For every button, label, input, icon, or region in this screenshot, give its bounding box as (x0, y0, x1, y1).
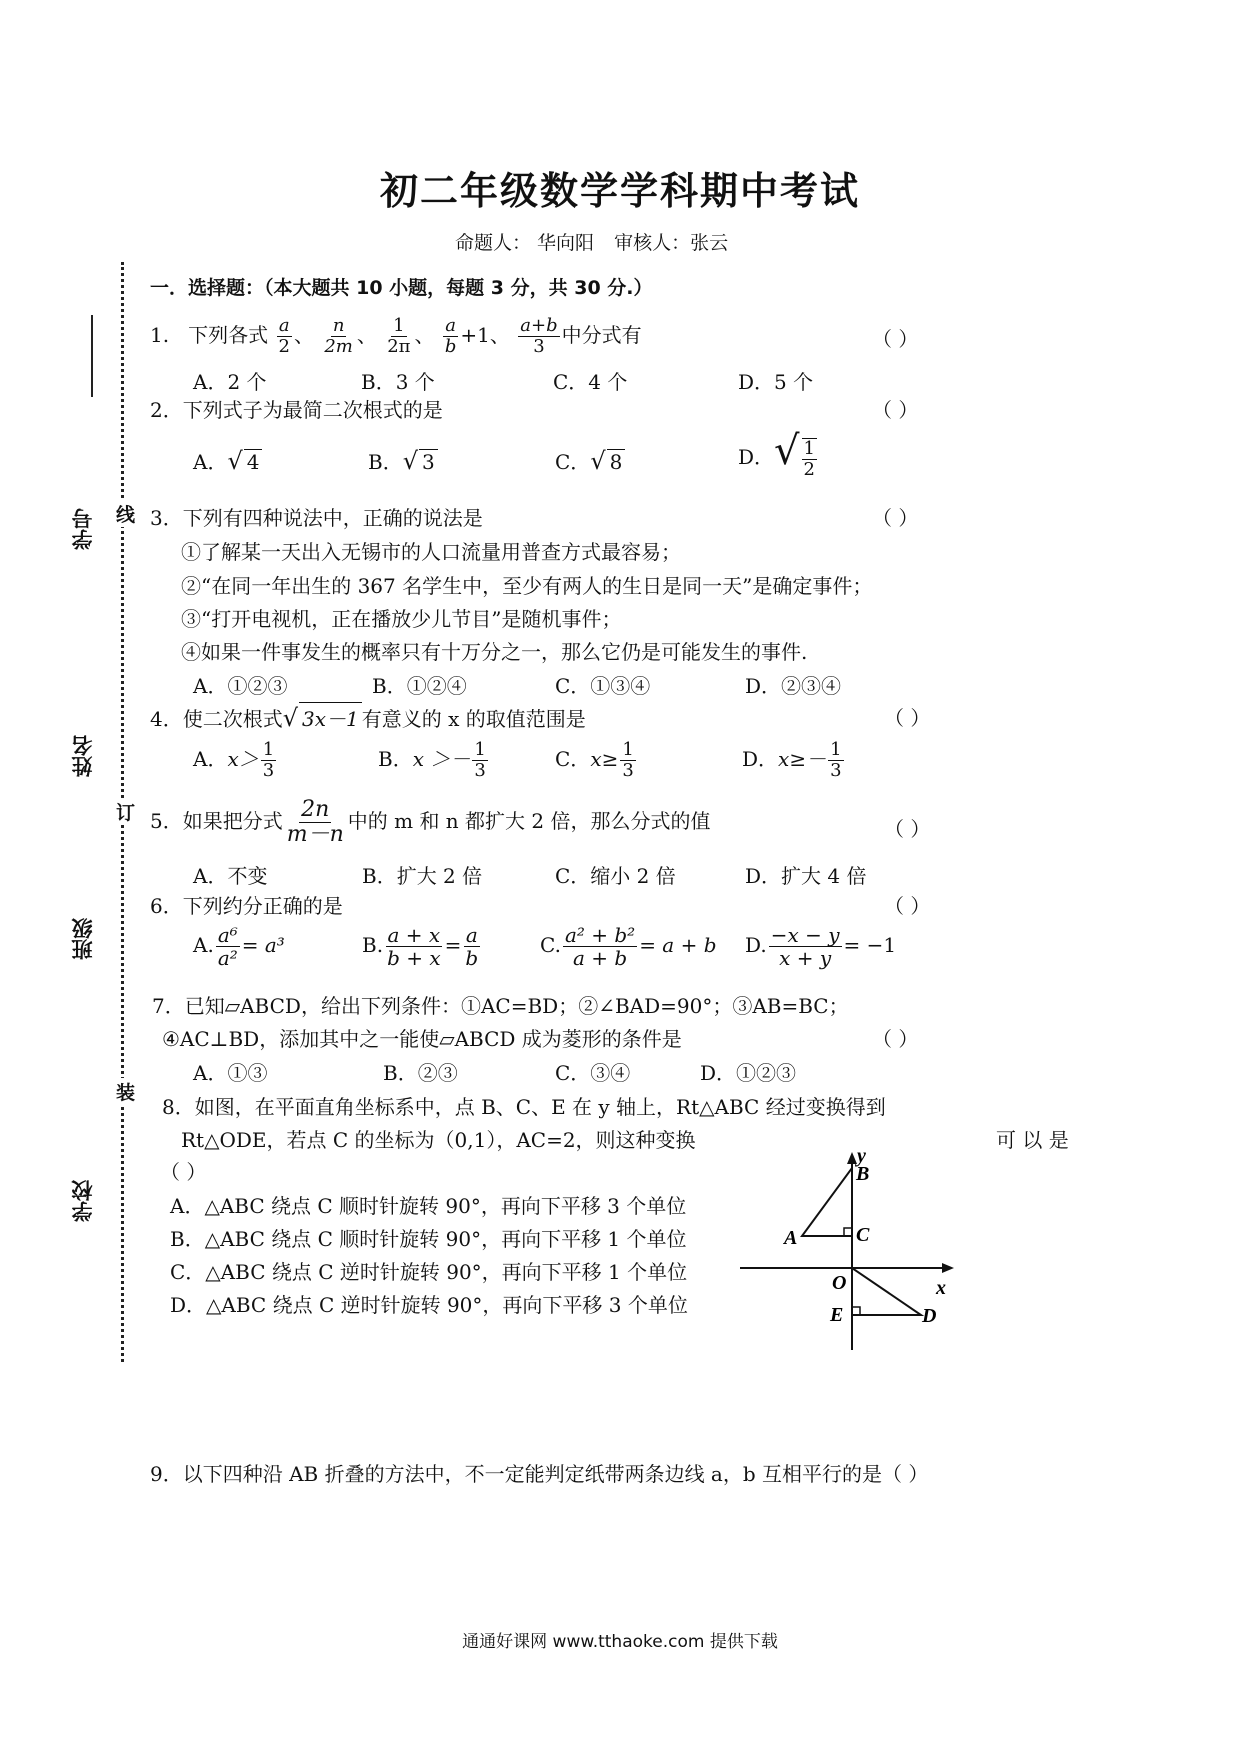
q1-number: 1. (150, 322, 170, 347)
q7-option-a: A．①③ (193, 1061, 268, 1085)
binding-zhuang: 装 (116, 1078, 135, 1105)
q3-option-c: C．①③④ (555, 674, 651, 698)
q4-option-a: A．x＞ $\frac{1}{3}$ (193, 739, 275, 781)
q5-option-c: C．缩小 2 倍 (555, 864, 676, 888)
answer-paren-1: （ ） (872, 327, 919, 351)
q5-option-b: B．扩大 2 倍 (362, 864, 483, 888)
q6-option-a: A. $\frac{\text{a⁶}}{\text{a²}}$ = a³ (193, 923, 285, 970)
page-title: 初二年级数学学科期中考试 (379, 169, 860, 213)
label-o: O (832, 1272, 847, 1294)
label-e: E (830, 1304, 844, 1326)
q7-option-c: C．③④ (555, 1061, 631, 1085)
class-label: 班级 (71, 918, 95, 960)
label-a: A (784, 1227, 798, 1249)
answer-paren-8: （ ） (160, 1160, 207, 1184)
q3-statement-1: ①了解某一天出入无锡市的人口流量用普查方式最容易； (181, 540, 681, 564)
answer-paren-4: （ ） (884, 706, 931, 730)
q1-stem: 下列各式 (188, 322, 269, 347)
q5-option-a: A．不变 (193, 864, 268, 888)
q7-option-b: B．②③ (383, 1061, 458, 1085)
section-heading: 一．选择题：（本大题共 10 小题，每题 3 分，共 30 分.） (150, 277, 653, 299)
answer-paren-3: （ ） (872, 506, 919, 530)
q2-option-c: C．√ 8 (555, 446, 625, 475)
q2-option-a: A．√ 4 (193, 446, 262, 475)
q8-option-b: B．△ABC 绕点 C 顺时针旋转 90°，再向下平移 1 个单位 (170, 1227, 687, 1251)
question-8-tail: 可 以 是 (996, 1128, 1069, 1152)
binding-ding: 订 (116, 798, 135, 825)
q4-option-b: B．x ＞－ $\frac{1}{3}$ (378, 739, 486, 781)
q8-option-c: C．△ABC 绕点 C 逆时针旋转 90°，再向下平移 1 个单位 (170, 1260, 688, 1284)
authors (455, 228, 742, 255)
answer-paren-2: （ ） (872, 398, 919, 422)
q3-statement-4: ④如果一件事发生的概率只有十万分之一，那么它仍是可能发生的事件. (181, 640, 808, 664)
q1-option-d: D．5 个 (738, 370, 814, 394)
q6-option-c: C. $\frac{\text{a² + b²}}{a + b}$ = a + b (540, 923, 717, 970)
label-c: C (856, 1224, 870, 1246)
name-label: 姓名 (71, 735, 95, 777)
label-b: B (856, 1163, 870, 1185)
question-3: 3．下列有四种说法中，正确的说法是 (150, 506, 483, 530)
label-y: y (857, 1150, 866, 1167)
question-9: 9．以下四种沿 AB 折叠的方法中，不一定能判定纸带两条边线 a，b 互相平行的是（ ） (150, 1462, 929, 1486)
right-angle-c (844, 1228, 852, 1236)
q8-option-a: A．△ABC 绕点 C 顺时针旋转 90°，再向下平移 3 个单位 (170, 1194, 687, 1218)
student-no-label: 学号 (71, 508, 95, 550)
question-5: 5．如果把分式 $\frac{2n}{m-n}$ 中的 m 和 n 都扩大 2 倍，那么分式的值 (150, 797, 711, 848)
footer: 通通好课网 www.tthaoke.com 提供下载 (462, 1632, 778, 1652)
q7-option-d: D．①②③ (700, 1061, 797, 1085)
q2-option-d: D．√ $\frac{1}{2}$ (738, 428, 815, 480)
q3-statement-3: ③“打开电视机，正在播放少儿节目”是随机事件； (181, 607, 622, 631)
q2-option-b: B．√ 3 (368, 446, 438, 475)
question-7-line-1: 7．已知▱ABCD，给出下列条件：①AC=BD；②∠BAD=90°；③AB=BC； (152, 994, 849, 1018)
triangle-abc (802, 1168, 852, 1236)
label-d: D (922, 1305, 937, 1327)
question-4: 4．使二次根式√ 3x－1 有意义的 x 的取值范围是 (150, 704, 586, 732)
q4-option-c: C．x≥ $\frac{1}{3}$ (555, 739, 634, 781)
q4-option-d: D．x≥－ $\frac{1}{3}$ (742, 739, 842, 781)
reviewer: 审核人：张云 (614, 232, 729, 254)
q3-option-d: D．②③④ (745, 674, 842, 698)
question-7-line-2: ④AC⊥BD，添加其中之一能使▱ABCD 成为菱形的条件是 (162, 1027, 682, 1051)
answer-paren-6: （ ） (884, 894, 931, 918)
q5-option-d: D．扩大 4 倍 (745, 864, 867, 888)
q1-option-a: A．2 个 (193, 370, 267, 394)
question-6: 6．下列约分正确的是 (150, 894, 343, 918)
q1-option-b: B．3 个 (361, 370, 435, 394)
q1-option-c: C．4 个 (553, 370, 628, 394)
binding-xian: 线 (116, 500, 135, 527)
q6-option-b: B. $\frac{a + x}{b + x}$ = $\frac{a}{b}$ (362, 923, 479, 970)
school-label: 学校 (71, 1180, 95, 1222)
x-axis-arrow (942, 1263, 954, 1273)
answer-paren-5: （ ） (884, 817, 931, 841)
name-line (91, 315, 93, 397)
q1-stem-end: 中分式有 (561, 322, 642, 347)
question-2: 2．下列式子为最简二次根式的是 (150, 398, 443, 422)
q6-option-d: D. $\frac{-x - y}{x + y}$ = −1 (745, 923, 897, 970)
answer-paren-7: （ ） (872, 1027, 919, 1051)
q3-option-a: A．①②③ (193, 674, 288, 698)
q3-option-b: B．①②④ (372, 674, 467, 698)
q3-statement-2: ②“在同一年出生的 367 名学生中，至少有两人的生日是同一天”是确定事件； (181, 574, 873, 598)
label-x: x (936, 1277, 946, 1299)
right-angle-e (852, 1307, 860, 1315)
coordinate-figure (740, 1150, 970, 1350)
triangle-ode (852, 1268, 921, 1315)
q8-option-d: D．△ABC 绕点 C 逆时针旋转 90°，再向下平移 3 个单位 (170, 1293, 688, 1317)
question-8-line-2: Rt△ODE，若点 C 的坐标为（0,1），AC=2，则这种变换 (181, 1128, 696, 1152)
setter: 命题人： 华向阳 (455, 232, 595, 254)
question-8-line-1: 8．如图，在平面直角坐标系中，点 B、C、E 在 y 轴上，Rt△ABC 经过变换得到 (162, 1095, 886, 1119)
question-1: 1. 下列各式 $\frac{a}{2}$ 、 $\frac{n}{2m}$ 、 $\frac{1}{2\pi}$ 、 $\frac{a}{b}$ +1、 $\frac{a+b}{3}$ 中分式有 (150, 315, 642, 357)
